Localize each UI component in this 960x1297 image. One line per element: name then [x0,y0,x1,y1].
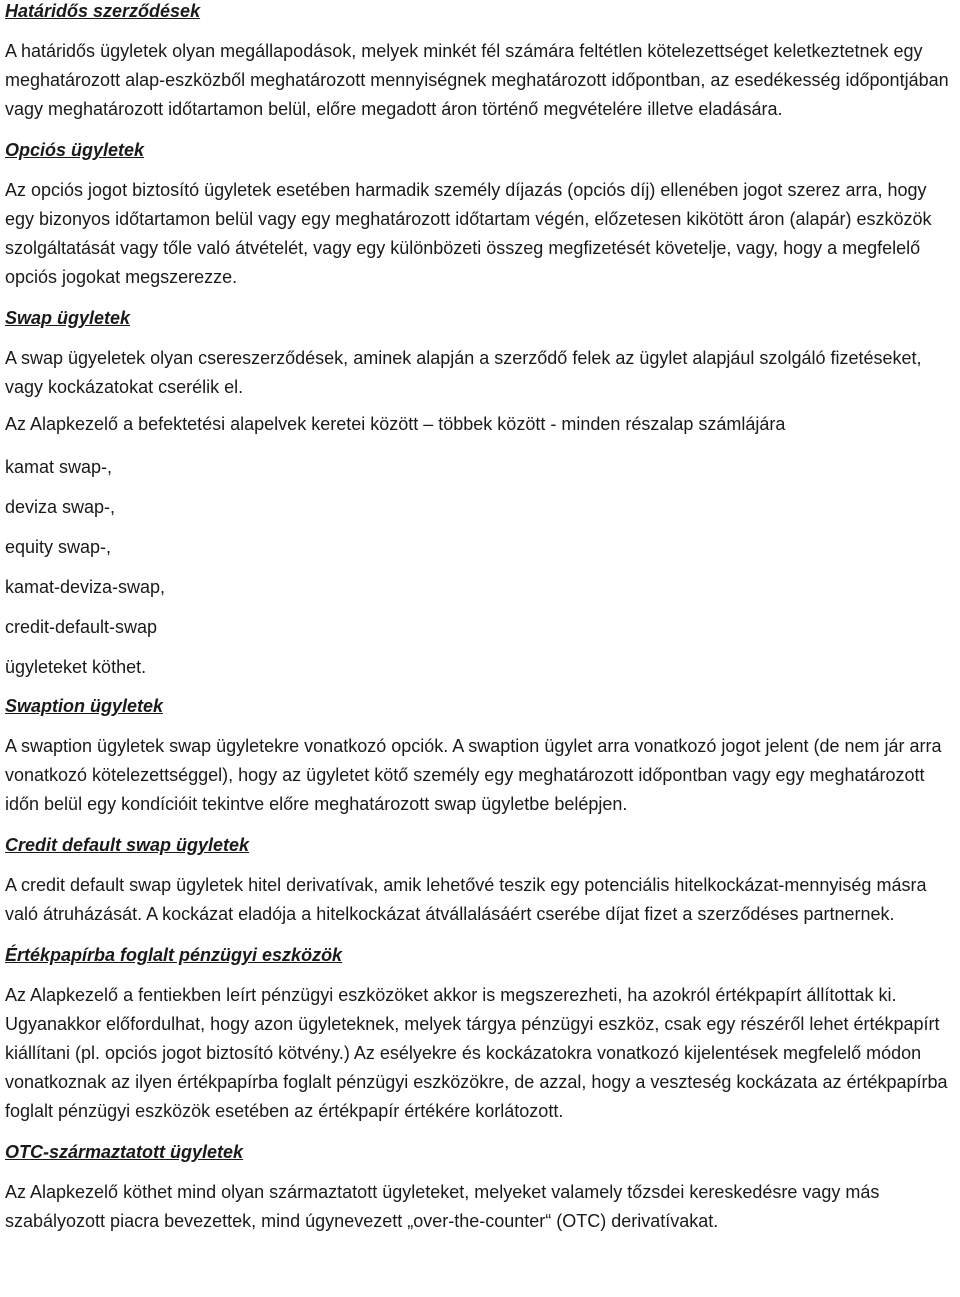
paragraph-swaption: A swaption ügyletek swap ügyletekre vonatkozó opciók. A swaption ügylet arra vonatkozó jogot jelent (de nem jár arra vonatkozó kötelezettséggel), hogy az ügyletet kötő személy egy meghatározott időpontban vagy egy meghatározott időn belül egy kondícióit tekintve előre meghatározott swap ügyletbe belépjen. [5,736,942,814]
paragraph-otc: Az Alapkezelő köthet mind olyan származtatott ügyleteket, melyeket valamely tőzsdei kereskedésre vagy más szabályozott piacra bevezettek, mind úgynevezett „over-the-counter“ (OTC) derivatívakat. [5,1182,880,1231]
heading-opcios: Opciós ügyletek [5,140,145,160]
swap-item-kamat: kamat swap-, [5,457,113,477]
swap-item-deviza: deviza swap-, [5,497,116,517]
paragraph-hataridos: A határidős ügyletek olyan megállapodások, melyek minkét fél számára feltétlen kötelezettséget keletkeztetnek egy meghatározott alap-eszközből meghatározott mennyiségnek meghatározott időpontban, az esedékesség időpontjában vagy meghatározott időtartamon belül, előre megadott áron történő megvételére illetve eladására. [5,41,949,119]
paragraph-swap-2: Az Alapkezelő a befektetési alapelvek keretei között – többek között - minden részalap számlájára [5,414,786,434]
heading-otc: OTC-származtatott ügyletek [5,1142,244,1162]
swap-closing: ügyleteket köthet. [5,657,147,677]
heading-ertekpapir: Értékpapírba foglalt pénzügyi eszközök [5,945,343,965]
swap-item-cds: credit-default-swap [5,617,158,637]
swap-item-equity: equity swap-, [5,537,112,557]
heading-swaption: Swaption ügyletek [5,696,164,716]
heading-cds: Credit default swap ügyletek [5,835,250,855]
heading-swap: Swap ügyletek [5,308,131,328]
paragraph-opcios: Az opciós jogot biztosító ügyletek esetében harmadik személy díjazás (opciós díj) ellenében jogot szerez arra, hogy egy bizonyos időtartamon belül vagy egy meghatározott időtartam végén, előzetesen kikötött áron (alapár) eszközök szolgáltatását vagy tőle való átvételét, vagy egy különbözeti összeg megfizetését követelje, vagy, hogy a megfelelő opciós jogokat megszerezze. [5,180,932,287]
paragraph-swap-1: A swap ügyeletek olyan csereszerződések, aminek alapján a szerződő felek az ügylet alapjául szolgáló fizetéseket, vagy kockázatokat cserélik el. [5,348,922,397]
heading-hataridos: Határidős szerződések [5,1,201,21]
paragraph-cds: A credit default swap ügyletek hitel derivatívak, amik lehetővé teszik egy potenciális hitelkockázat-mennyiség másra való átruházását. A kockázat eladója a hitelkockázat átvállalásáért cserébe díjat fizet a szerződéses partnernek. [5,875,927,924]
swap-item-kamat-deviza: kamat-deviza-swap, [5,577,166,597]
paragraph-ertekpapir: Az Alapkezelő a fentiekben leírt pénzügyi eszközöket akkor is megszerezheti, ha azokról értékpapírt állítottak ki. Ugyanakkor előfordulhat, hogy azon ügyleteknek, melyek tárgya pénzügyi eszköz, csak egy részéről lehet értékpapírt kiállítani (pl. opciós jogot biztosító kötvény.) Az esélyekre és kockázatokra vonatkozó kijelentések megfelelő módon vonatkoznak az ilyen értékpapírba foglalt pénzügyi eszközökre, de azzal, hogy a veszteség kockázata az értékpapírba foglalt pénzügyi eszközök esetében az értékpapír értékére korlátozott. [5,985,948,1121]
